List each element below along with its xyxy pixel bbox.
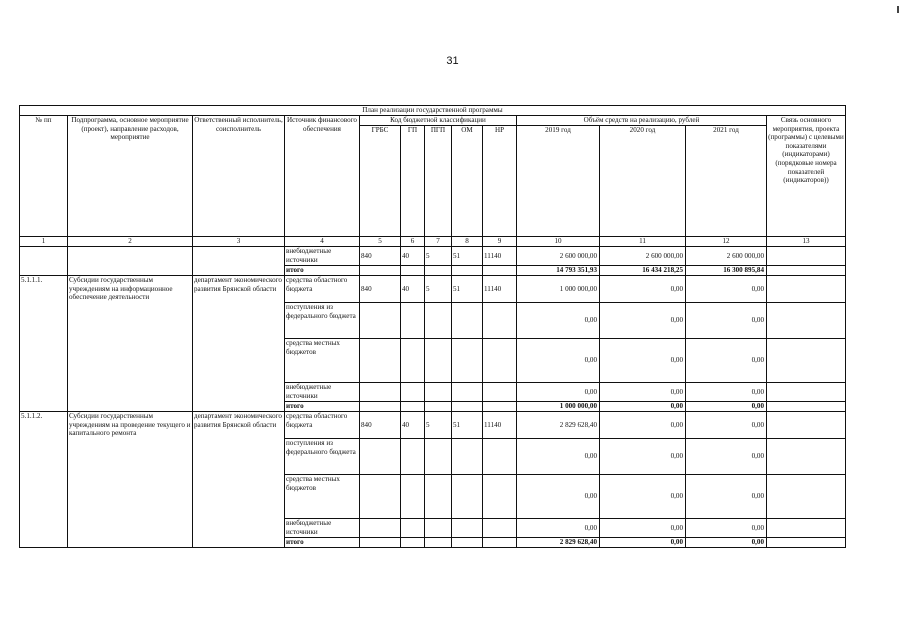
page-number: 31 [446, 55, 459, 67]
item-executor-cell: департамент экономического развития Брянской области [193, 276, 285, 412]
source-cell: итого [285, 266, 360, 276]
header-subprogram: Подпрограмма, основное мероприятие (проект), направление расходов, мероприятие [68, 116, 193, 237]
link-cell [767, 439, 846, 475]
link-cell [767, 475, 846, 519]
source-cell: средства областного бюджета [285, 412, 360, 439]
amount-2020-cell: 0,00 [600, 276, 686, 303]
column-number: 5 [360, 237, 401, 247]
code-gp-cell: 40 [401, 276, 425, 303]
code-pgp-cell [425, 383, 452, 402]
code-nr-cell: 11140 [483, 276, 517, 303]
code-grbs-cell [360, 519, 401, 538]
header-2021: 2021 год [686, 126, 767, 237]
link-cell [767, 519, 846, 538]
column-number: 6 [401, 237, 425, 247]
source-cell: средства областного бюджета [285, 276, 360, 303]
header-budget-code: Код бюджетной классификации [360, 116, 517, 126]
amount-2019-cell: 0,00 [517, 383, 600, 402]
code-gp-cell: 40 [401, 247, 425, 266]
column-number: 8 [452, 237, 483, 247]
amount-2019-cell: 14 793 351,93 [517, 266, 600, 276]
header-nr: НР [483, 126, 517, 237]
amount-2021-cell: 0,00 [686, 339, 767, 383]
code-grbs-cell [360, 475, 401, 519]
amount-2020-cell: 0,00 [600, 402, 686, 412]
amount-2019-cell: 1 000 000,00 [517, 276, 600, 303]
code-nr-cell [483, 519, 517, 538]
source-cell: средства местных бюджетов [285, 475, 360, 519]
code-gp-cell [401, 475, 425, 519]
amount-2021-cell: 0,00 [686, 519, 767, 538]
code-gp-cell [401, 519, 425, 538]
source-cell: итого [285, 538, 360, 548]
source-cell: поступления из федерального бюджета [285, 439, 360, 475]
column-number: 13 [767, 237, 846, 247]
header-source: Источник финансового обеспечения [285, 116, 360, 237]
column-number: 1 [20, 237, 68, 247]
column-number: 9 [483, 237, 517, 247]
code-om-cell [452, 439, 483, 475]
code-nr-cell [483, 303, 517, 339]
column-number: 2 [68, 237, 193, 247]
amount-2021-cell: 0,00 [686, 402, 767, 412]
amount-2020-cell: 0,00 [600, 303, 686, 339]
amount-2021-cell: 0,00 [686, 412, 767, 439]
code-om-cell [452, 475, 483, 519]
code-om-cell: 51 [452, 247, 483, 266]
amount-2020-cell: 0,00 [600, 475, 686, 519]
code-nr-cell [483, 266, 517, 276]
scan-edge-mark [897, 6, 899, 13]
code-grbs-cell [360, 303, 401, 339]
code-nr-cell [483, 383, 517, 402]
amount-2019-cell: 0,00 [517, 303, 600, 339]
code-nr-cell: 11140 [483, 412, 517, 439]
amount-2019-cell: 0,00 [517, 339, 600, 383]
link-cell [767, 383, 846, 402]
amount-2021-cell: 0,00 [686, 383, 767, 402]
code-om-cell: 51 [452, 276, 483, 303]
link-cell [767, 402, 846, 412]
header-no: № пп [20, 116, 68, 237]
program-plan-table [19, 105, 846, 548]
column-number: 10 [517, 237, 600, 247]
table-title: План реализации государственной программы [20, 106, 846, 116]
code-om-cell [452, 519, 483, 538]
code-gp-cell [401, 266, 425, 276]
header-funds: Объём средств на реализацию, рублей [517, 116, 767, 126]
amount-2021-cell: 0,00 [686, 538, 767, 548]
column-number-row [20, 237, 846, 247]
code-om-cell [452, 538, 483, 548]
amount-2019-cell: 2 829 628,40 [517, 538, 600, 548]
link-cell [767, 339, 846, 383]
code-gp-cell: 40 [401, 412, 425, 439]
column-number: 3 [193, 237, 285, 247]
code-om-cell [452, 383, 483, 402]
column-number: 12 [686, 237, 767, 247]
column-number: 7 [425, 237, 452, 247]
source-cell: средства местных бюджетов [285, 339, 360, 383]
amount-2019-cell: 0,00 [517, 519, 600, 538]
header-om: ОМ [452, 126, 483, 237]
code-gp-cell [401, 402, 425, 412]
code-om-cell [452, 303, 483, 339]
code-pgp-cell [425, 339, 452, 383]
code-om-cell [452, 339, 483, 383]
code-gp-cell [401, 339, 425, 383]
code-pgp-cell: 5 [425, 247, 452, 266]
amount-2021-cell: 0,00 [686, 475, 767, 519]
item-number-cell: 5.1.1.1. [20, 276, 68, 412]
source-cell: внебюджетные источники [285, 519, 360, 538]
code-pgp-cell [425, 303, 452, 339]
item-executor-cell: департамент экономического развития Брянской области [193, 412, 285, 548]
header-gp: ГП [401, 126, 425, 237]
amount-2020-cell: 0,00 [600, 519, 686, 538]
code-pgp-cell [425, 538, 452, 548]
item-name-cell: Субсидии государственным учреждениям на проведение текущего и капитального ремонта [68, 412, 193, 548]
amount-2021-cell: 16 300 895,84 [686, 266, 767, 276]
source-cell: внебюджетные источники [285, 383, 360, 402]
no-cell [20, 247, 68, 276]
source-cell: внебюджетные источники [285, 247, 360, 266]
code-gp-cell [401, 303, 425, 339]
code-pgp-cell [425, 266, 452, 276]
source-cell: поступления из федерального бюджета [285, 303, 360, 339]
code-pgp-cell [425, 439, 452, 475]
amount-2019-cell: 0,00 [517, 475, 600, 519]
link-cell [767, 266, 846, 276]
header-2020: 2020 год [600, 126, 686, 237]
code-om-cell: 51 [452, 412, 483, 439]
code-nr-cell [483, 538, 517, 548]
code-om-cell [452, 402, 483, 412]
amount-2020-cell: 16 434 218,25 [600, 266, 686, 276]
code-pgp-cell [425, 519, 452, 538]
code-grbs-cell: 840 [360, 412, 401, 439]
code-nr-cell: 11140 [483, 247, 517, 266]
code-pgp-cell [425, 402, 452, 412]
code-nr-cell [483, 339, 517, 383]
code-grbs-cell [360, 439, 401, 475]
amount-2021-cell: 0,00 [686, 439, 767, 475]
code-nr-cell [483, 402, 517, 412]
amount-2020-cell: 0,00 [600, 412, 686, 439]
code-gp-cell [401, 383, 425, 402]
amount-2020-cell: 0,00 [600, 383, 686, 402]
amount-2020-cell: 0,00 [600, 439, 686, 475]
column-number: 11 [600, 237, 686, 247]
amount-2019-cell: 0,00 [517, 439, 600, 475]
link-cell [767, 412, 846, 439]
link-cell [767, 303, 846, 339]
code-om-cell [452, 266, 483, 276]
code-grbs-cell [360, 383, 401, 402]
code-grbs-cell [360, 266, 401, 276]
table-body [20, 237, 846, 548]
amount-2021-cell: 0,00 [686, 276, 767, 303]
code-nr-cell [483, 475, 517, 519]
header-pgp: ПГП [425, 126, 452, 237]
source-row [20, 247, 846, 266]
header-grbs: ГРБС [360, 126, 401, 237]
executor-cell [193, 247, 285, 276]
item-number-cell: 5.1.1.2. [20, 412, 68, 548]
source-cell: итого [285, 402, 360, 412]
code-grbs-cell [360, 538, 401, 548]
link-cell [767, 247, 846, 266]
amount-2019-cell: 2 829 628,40 [517, 412, 600, 439]
header-link: Связь основного мероприятия, проекта (программы) с целевыми показателями (индикаторами) (порядковые номера показателей (индикаторов)) [767, 116, 846, 237]
code-grbs-cell: 840 [360, 276, 401, 303]
code-pgp-cell: 5 [425, 412, 452, 439]
amount-2020-cell: 0,00 [600, 339, 686, 383]
source-row [20, 412, 846, 439]
source-row [20, 276, 846, 303]
code-grbs-cell [360, 402, 401, 412]
amount-2021-cell: 2 600 000,00 [686, 247, 767, 266]
amount-2019-cell: 1 000 000,00 [517, 402, 600, 412]
amount-2019-cell: 2 600 000,00 [517, 247, 600, 266]
link-cell [767, 276, 846, 303]
amount-2020-cell: 0,00 [600, 538, 686, 548]
name-cell [68, 247, 193, 276]
item-name-cell: Субсидии государственным учреждениям на информационное обеспечение деятельности [68, 276, 193, 412]
code-gp-cell [401, 439, 425, 475]
column-number: 4 [285, 237, 360, 247]
header-2019: 2019 год [517, 126, 600, 237]
code-gp-cell [401, 538, 425, 548]
header-executor: Ответственный исполнитель, соисполнитель [193, 116, 285, 237]
link-cell [767, 538, 846, 548]
code-grbs-cell [360, 339, 401, 383]
amount-2020-cell: 2 600 000,00 [600, 247, 686, 266]
amount-2021-cell: 0,00 [686, 303, 767, 339]
code-nr-cell [483, 439, 517, 475]
code-pgp-cell: 5 [425, 276, 452, 303]
code-grbs-cell: 840 [360, 247, 401, 266]
code-pgp-cell [425, 475, 452, 519]
